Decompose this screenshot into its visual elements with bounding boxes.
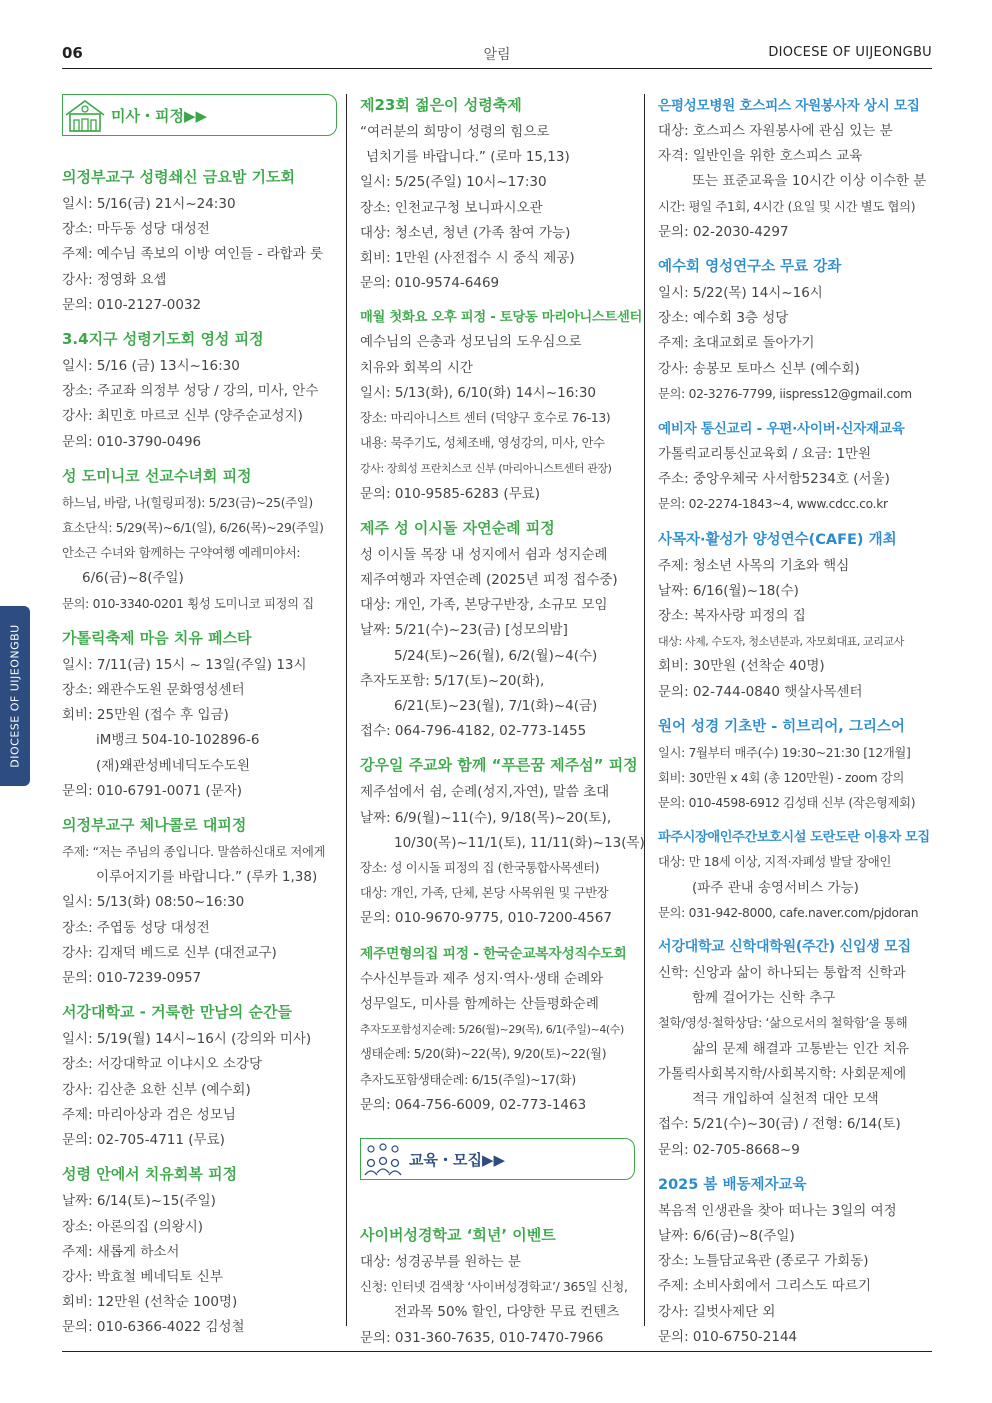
notice-block: [658, 715, 933, 817]
notice-line: 문의: 010-3340-0201 횡성 도미니코 피정의 집: [62, 596, 314, 611]
section-header-education: [360, 1138, 635, 1180]
notice-block: [360, 754, 645, 931]
section-label: 미사・피정▶▶: [111, 107, 208, 125]
notice-line: 복음적 인생관을 찾아 떠나는 3일의 여정: [658, 1202, 897, 1219]
column-1: [62, 94, 337, 1341]
notice-block: [658, 528, 933, 705]
notice-line: 장소: 주엽동 성당 대성전: [62, 919, 210, 936]
notice-line: 함께 걸어가는 신학 추구: [692, 990, 836, 1007]
notice-line: 문의: 02-3276-7799, iispress12@gmail.com: [658, 386, 912, 401]
notice-line: 날짜: 6/16(월)~18(수): [658, 582, 799, 599]
notice-title: 서강대학교 신학대학원(주간) 신입생 모집: [658, 939, 911, 956]
notice-line: 주제: 초대교회로 돌아가기: [658, 335, 815, 352]
notice-line: 일시: 5/25(주일) 10시~17:30: [360, 174, 547, 191]
notice-block: [62, 1163, 337, 1340]
notice-block: [658, 936, 933, 1163]
notice-line: 장소: 노틀담교육관 (종로구 가회동): [658, 1253, 869, 1270]
notice-line: 문의: 02-705-8668~9: [658, 1141, 800, 1158]
notice-title: 가톨릭축제 마음 치유 페스타: [62, 628, 252, 647]
notice-line: 제주섬에서 쉼, 순례(성지,자연), 말씀 초대: [360, 784, 610, 801]
notice-line: 장소: 복자사랑 피정의 집: [658, 608, 806, 625]
notice-line: 주제: “저는 주님의 종입니다. 말씀하신대로 저에게: [62, 845, 326, 860]
notice-block: [658, 255, 933, 407]
notice-line: 대상: 호스피스 자원봉사에 관심 있는 분: [658, 123, 893, 139]
notice-line: 주제: 소비사회에서 그리스도 따르기: [658, 1278, 872, 1295]
notice-title: 예비자 통신교리 - 우편·사이버·신자재교육: [658, 421, 905, 438]
notice-line: 장소: 아론의집 (의왕시): [62, 1218, 204, 1235]
notice-line: 장소: 마두동 성당 대성전: [62, 221, 210, 238]
notice-title: 의정부교구 성령쇄신 금요밤 기도회: [62, 168, 296, 186]
notice-line: 추자도포함: 5/17(토)~20(화),: [360, 672, 545, 689]
notice-line: 안소근 수녀와 함께하는 구약여행 예레미야서:: [62, 546, 301, 561]
notice-title: 제주 성 이시돌 자연순례 피정: [360, 518, 555, 537]
notice-line: 주소: 중앙우체국 사서함5234호 (서울): [658, 471, 890, 488]
notice-line: 강사: 길벗사제단 외: [658, 1303, 776, 1320]
notice-line: 장소: 예수회 3층 성당: [658, 310, 789, 327]
notice-line: 문의: 010-9585-6283 (무료): [360, 485, 541, 502]
notice-line: 강사: 최민호 마르코 신부 (양주순교성지): [62, 408, 303, 425]
notice-line: 문의: 010-4598-6912 김성태 신부 (작은형제회): [658, 796, 916, 811]
notice-line: 강사: 김재덕 베드로 신부 (대전교구): [62, 944, 277, 961]
notice-line: 문의: 010-2127-0032: [62, 296, 202, 313]
notice-line: 6/6(금)~8(주일): [82, 570, 184, 587]
notice-title: 사목자·활성가 양성연수(CAFE) 개최: [658, 531, 897, 548]
notice-block: [658, 417, 933, 518]
notice-title: 2025 봄 배동제자교육: [658, 1176, 807, 1193]
notice-line: “여러분의 희망이 성령의 힘으로: [360, 124, 550, 140]
notice-line: 자격: 일반인을 위한 호스피스 교육: [658, 148, 863, 165]
notice-title: 강우일 주교와 함께 “푸른꿈 제주섬” 피정: [360, 756, 638, 775]
notice-line: (재)왜관성베네딕도수도원: [96, 757, 250, 774]
notice-line: 장소: 서강대학교 이냐시오 소강당: [62, 1056, 262, 1073]
notice-line: 날짜: 6/14(토)~15(주일): [62, 1193, 216, 1210]
notice-block: [62, 328, 337, 455]
notice-line: 수사신부들과 제주 성지·역사·생태 순례와: [360, 970, 604, 987]
notice-title: 은평성모병원 호스피스 자원봉사자 상시 모집: [658, 98, 920, 114]
notice-line: 시간: 평일 주1회, 4시간 (요일 및 시간 별도 협의): [658, 199, 916, 214]
notice-title: 3.4지구 성령기도회 영성 피정: [62, 330, 264, 349]
notice-line: 장소: 성 이시돌 피정의 집 (한국통합사목센터): [360, 861, 600, 876]
notice-line: 또는 표준교육을 10시간 이상 이수한 분: [692, 173, 927, 190]
side-tab: DIOCESE OF UIJEONGBU: [0, 606, 30, 786]
notice-line: 강사: 박효철 베네딕토 신부: [62, 1268, 223, 1285]
notice-line: 삶의 문제 해결과 고통받는 인간 치유: [692, 1040, 910, 1057]
notice-line: 가톨릭교리통신교육회 / 요금: 1만원: [658, 446, 872, 463]
page-header: [62, 44, 932, 68]
notice-line: 강사: 송봉모 토마스 신부 (예수회): [658, 360, 860, 377]
notice-line: 생태순례: 5/20(화)~22(목), 9/20(토)~22(월): [360, 1047, 607, 1062]
notice-line: 회비: 25만원 (접수 후 입금): [62, 707, 229, 724]
notice-title: 원어 성경 기초반 - 히브리어, 그리스어: [658, 718, 905, 735]
notice-line: 일시: 7/11(금) 15시 ~ 13일(주일) 13시: [62, 656, 307, 673]
notice-line: 내용: 묵주기도, 성체조배, 영성강의, 미사, 안수: [360, 436, 605, 451]
top-rule: [62, 68, 932, 69]
notice-line: 문의: 010-7239-0957: [62, 970, 202, 987]
notice-line: 일시: 5/16 (금) 13시~16:30: [62, 358, 240, 375]
notice-line: 추자도포함성지순례: 5/26(월)~29(목), 6/1(주일)~4(수): [360, 1023, 624, 1037]
notice-title: 예수회 영성연구소 무료 강좌: [658, 259, 842, 276]
notice-line: iM뱅크 504-10-102896-6: [96, 732, 260, 749]
section-name: 알림: [483, 47, 511, 63]
notice-line: 문의: 010-3790-0496: [62, 433, 202, 450]
notice-line: 일시: 5/19(월) 14시~16시 (강의와 미사): [62, 1031, 312, 1048]
notice-line: 신청: 인터넷 검색창 ‘사이버성경학교’/ 365일 신청,: [360, 1280, 628, 1295]
notice-line: 전과목 50% 할인, 다양한 무료 컨텐츠: [394, 1304, 620, 1321]
notice-line: 넘치기를 바랍니다.” (로마 15,13): [366, 149, 570, 166]
notice-line: 문의: 010-6366-4022 김성철: [62, 1319, 245, 1336]
notice-line: 날짜: 6/6(금)~8(주일): [658, 1227, 795, 1244]
column-divider: [346, 94, 347, 1326]
notice-title: 제23회 젊은이 성령축제: [360, 96, 522, 114]
notice-line: 강사: 김산춘 요한 신부 (예수회): [62, 1081, 251, 1098]
notice-block: [360, 942, 635, 1118]
notice-title: 제주면형의집 피정 - 한국순교복자성직수도회: [360, 945, 627, 962]
notice-line: 강사: 정영화 요셉: [62, 271, 167, 288]
notice-line: 일시: 5/13(화), 6/10(화) 14시~16:30: [360, 384, 597, 401]
notice-block: [658, 1173, 933, 1350]
notice-line: 주제: 예수님 족보의 이방 여인들 - 라합과 룻: [62, 246, 324, 263]
notice-title: 성 도미니코 선교수녀회 피정: [62, 466, 252, 485]
notice-line: 문의: 010-9574-6469: [360, 275, 500, 292]
notice-title: 성령 안에서 치유회복 피정: [62, 1165, 238, 1184]
notice-line: 일시: 5/16(금) 21시~24:30: [62, 196, 236, 212]
notice-line: 문의: 02-744-0840 햇살사목센터: [658, 683, 863, 700]
notice-line: 추자도포함생태순례: 6/15(주일)~17(화): [360, 1072, 576, 1087]
notice-block: [360, 1224, 635, 1351]
notice-line: 장소: 마리아니스트 센터 (덕양구 호수로 76-13): [360, 411, 611, 426]
notice-block: [62, 166, 337, 318]
notice-line: 주제: 마리아상과 검은 성모님: [62, 1106, 236, 1123]
notice-line: 장소: 인천교구청 보니파시오관: [360, 199, 543, 216]
notice-line: 접수: 5/21(수)~30(금) / 전형: 6/14(토): [658, 1116, 901, 1133]
notice-block: [360, 517, 635, 745]
notice-line: 대상: 청소년, 청년 (가족 참여 가능): [360, 224, 571, 241]
notice-line: 성무일도, 미사를 함께하는 산들평화순례: [360, 995, 599, 1012]
notice-line: 대상: 개인, 가족, 본당구반장, 소규모 모임: [360, 597, 608, 614]
notice-line: 대상: 개인, 가족, 단체, 본당 사목위원 및 구반장: [360, 886, 609, 901]
notice-line: 회비: 12만원 (선착순 100명): [62, 1294, 238, 1311]
notice-line: 문의: 064-756-6009, 02-773-1463: [360, 1096, 587, 1113]
notice-line: 하느님, 바람, 나(힐링피정): 5/23(금)~25(주일): [62, 495, 313, 510]
notice-title: 의정부교구 체나콜로 대피정: [62, 816, 247, 835]
notice-line: 회비: 30만원 x 4회 (총 120만원) - zoom 강의: [658, 771, 905, 786]
bottom-rule: [62, 1351, 932, 1352]
notice-line: 예수님의 은총과 성모님의 도우심으로: [360, 334, 582, 351]
notice-line: 일시: 7월부터 매주(수) 19:30~21:30 [12개월]: [658, 745, 911, 760]
notice-line: 회비: 30만원 (선착순 40명): [658, 658, 825, 675]
column-2: [360, 94, 645, 1351]
page-number: 06: [62, 44, 83, 62]
notice-line: 10/30(목)~11/1(토), 11/11(화)~13(목): [394, 834, 645, 851]
notice-block: [360, 306, 643, 506]
notice-line: 적극 개입하여 실천적 대안 모색: [692, 1091, 879, 1108]
notice-title: 사이버성경학교 ‘희년’ 이벤트: [360, 1225, 556, 1244]
notice-line: 강사: 장희성 프란치스코 신부 (마리아니스트센터 관장): [360, 462, 612, 476]
diocese-name: DIOCESE OF UIJEONGBU: [768, 45, 932, 60]
notice-line: 문의: 010-9670-9775, 010-7200-4567: [360, 910, 612, 927]
notice-line: 가톨릭사회복지학/사회복지학: 사회문제에: [658, 1065, 907, 1082]
notice-line: 문의: 010-6750-2144: [658, 1328, 798, 1345]
notice-line: 접수: 064-796-4182, 02-773-1455: [360, 723, 587, 740]
notice-line: 성 이시돌 목장 내 성지에서 쉼과 성지순례: [360, 546, 608, 563]
notice-line: 문의: 010-6791-0071 (문자): [62, 782, 243, 799]
section-label: 교육・모집▶▶: [409, 1150, 506, 1169]
notice-line: 6/21(토)~23(월), 7/1(화)~4(금): [394, 698, 598, 715]
notice-line: 효소단식: 5/29(목)~6/1(일), 6/26(목)~29(주일): [62, 521, 324, 536]
notice-title: 파주시장애인주간보호시설 도란도란 이용자 모집: [658, 830, 930, 846]
notice-line: 주제: 청소년 사목의 기초와 핵심: [658, 557, 850, 574]
notice-line: 일시: 5/22(목) 14시~16시: [658, 285, 823, 302]
notice-line: 대상: 만 18세 이상, 지적·자폐성 발달 장애인: [658, 855, 892, 870]
notice-line: 문의: 031-360-7635, 010-7470-7966: [360, 1329, 604, 1346]
notice-block: [62, 1001, 337, 1153]
notice-line: 대상: 성경공부를 원하는 분: [360, 1253, 521, 1270]
notice-line: 날짜: 6/9(월)~11(수), 9/18(목)~20(토),: [360, 809, 612, 826]
notice-line: 대상: 사제, 수도자, 청소년분과, 자모회대표, 교리교사: [658, 635, 904, 649]
notice-block: [62, 627, 337, 804]
notice-line: 장소: 왜관수도원 문화영성센터: [62, 682, 245, 699]
notice-line: 장소: 주교좌 의정부 성당 / 강의, 미사, 안수: [62, 383, 319, 400]
notice-title: 매월 첫화요 오후 피정 - 토당동 마리아니스트센터: [360, 310, 643, 326]
notice-line: 일시: 5/13(화) 08:50~16:30: [62, 894, 245, 911]
notice-line: 회비: 1만원 (사전접수 시 중식 제공): [360, 250, 575, 267]
notice-line: 제주여행과 자연순례 (2025년 피정 접수중): [360, 572, 618, 589]
house-icon: [63, 97, 107, 133]
notice-block: [62, 465, 337, 617]
notice-line: 5/24(토)~26(월), 6/2(월)~4(수): [394, 647, 598, 664]
notice-block: [658, 94, 933, 245]
column-3: [658, 94, 933, 1350]
notice-line: 문의: 02-2274-1843~4, www.cdcc.co.kr: [658, 497, 888, 512]
notice-block: [360, 94, 635, 296]
notice-line: 문의: 02-2030-4297: [658, 223, 789, 240]
section-header-mass-retreat: [62, 94, 337, 136]
notice-line: 치유와 회복의 시간: [360, 359, 473, 376]
notice-line: 날짜: 5/21(수)~23(금) [성모의밤]: [360, 622, 568, 639]
notice-block: [62, 814, 337, 991]
notice-line: 문의: 02-705-4711 (무료): [62, 1132, 225, 1149]
notice-line: 철학/영성·철학상담: ‘삶으로서의 철학함’을 통해: [658, 1016, 908, 1031]
people-icon: [361, 1141, 405, 1177]
notice-title: 서강대학교 - 거룩한 만남의 순간들: [62, 1003, 292, 1022]
notice-line: 문의: 031-942-8000, cafe.naver.com/pjdoran: [658, 905, 919, 920]
notice-line: 이루어지기를 바랍니다.” (루카 1,38): [96, 869, 318, 886]
column-divider: [644, 94, 645, 1326]
notice-line: (파주 관내 송영서비스 가능): [692, 879, 859, 896]
notice-block: [658, 826, 933, 926]
notice-line: 신학: 신앙과 삶이 하나되는 통합적 신학과: [658, 965, 906, 982]
notice-line: 주제: 새롭게 하소서: [62, 1243, 180, 1260]
